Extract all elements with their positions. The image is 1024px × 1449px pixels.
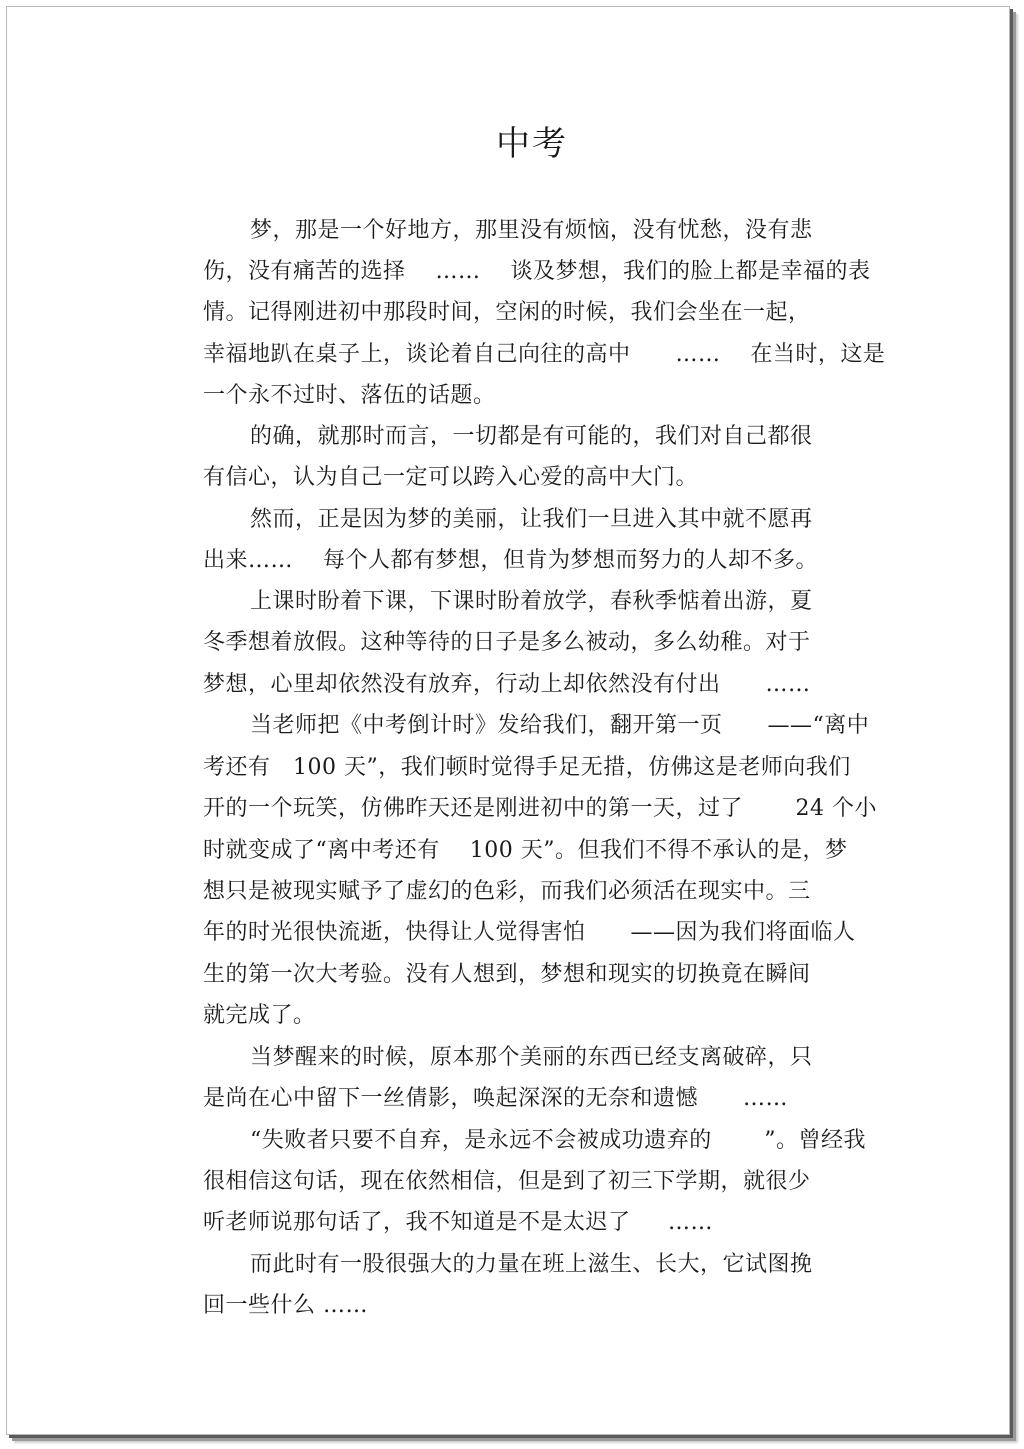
paragraph-line: 回一些什么 ……	[203, 1293, 368, 1318]
paragraph-line: 情。记得刚进初中那段时间，空闲的时候，我们会坐在一起，	[203, 300, 811, 325]
paragraph-line: 当梦醒来的时候，原本那个美丽的东西已经支离破碎，只	[250, 1045, 813, 1070]
paragraph-line: 年的时光很快流逝，快得让人觉得害怕 ——因为我们将面临人	[203, 920, 856, 945]
paragraph-line: 是尚在心中留下一丝倩影，唤起深深的无奈和遗憾 ……	[203, 1086, 788, 1111]
paragraph-line: 就完成了。	[203, 1003, 316, 1028]
paragraph-line: 当老师把《中考倒计时》发给我们，翻开第一页 ——“离中	[250, 713, 870, 738]
paragraph-line: 时就变成了“离中考还有 100 天”。但我们不得不承认的是，梦	[203, 838, 848, 863]
paragraph-line: 上课时盼着下课，下课时盼着放学，春秋季惦着出游，夏	[250, 589, 813, 614]
paragraph-line: 梦，那是一个好地方，那里没有烦恼，没有忧愁，没有悲	[250, 218, 813, 243]
paragraph-line: 一个永不过时、落伍的话题。	[203, 383, 496, 408]
document-title: 中考	[496, 124, 568, 164]
paragraph-line: 梦想，心里却依然没有放弃，行动上却依然没有付出 ……	[203, 672, 811, 697]
paragraph-line: 的确，就那时而言，一切都是有可能的，我们对自己都很	[250, 424, 813, 449]
paragraph-line: 很相信这句话，现在依然相信，但是到了初三下学期，就很少	[203, 1169, 811, 1194]
paragraph-line: 幸福地趴在桌子上，谈论着自己向往的高中 …… 在当时，这是	[203, 342, 886, 367]
paragraph-line: 伤，没有痛苦的选择 …… 谈及梦想，我们的脸上都是幸福的表	[203, 259, 871, 284]
paragraph-line: 考还有 100 天”，我们顿时觉得手足无措，仿佛这是老师向我们	[203, 755, 851, 780]
paragraph-line: 开的一个玩笑，仿佛昨天还是刚进初中的第一天，过了 24 个小	[203, 796, 877, 821]
paragraph-line: 出来…… 每个人都有梦想，但肯为梦想而努力的人却不多。	[203, 548, 818, 573]
paragraph-line: 冬季想着放假。这种等待的日子是多么被动，多么幼稚。对于	[203, 630, 811, 655]
paragraph-line: 听老师说那句话了，我不知道是不是太迟了 ……	[203, 1210, 713, 1235]
paragraph-line: 而此时有一股很强大的力量在班上滋生、长大，它试图挽	[250, 1252, 813, 1277]
paragraph-line: 想只是被现实赋予了虚幻的色彩，而我们必须活在现实中。三	[203, 879, 811, 904]
paragraph-line: 有信心，认为自己一定可以跨入心爱的高中大门。	[203, 465, 699, 490]
paragraph-line: 生的第一次大考验。没有人想到，梦想和现实的切换竟在瞬间	[203, 962, 811, 987]
paragraph-line: 然而，正是因为梦的美丽，让我们一旦进入其中就不愿再	[250, 507, 813, 532]
paragraph-line: “失败者只要不自弃，是永远不会被成功遗弃的 ”。曾经我	[250, 1128, 866, 1153]
